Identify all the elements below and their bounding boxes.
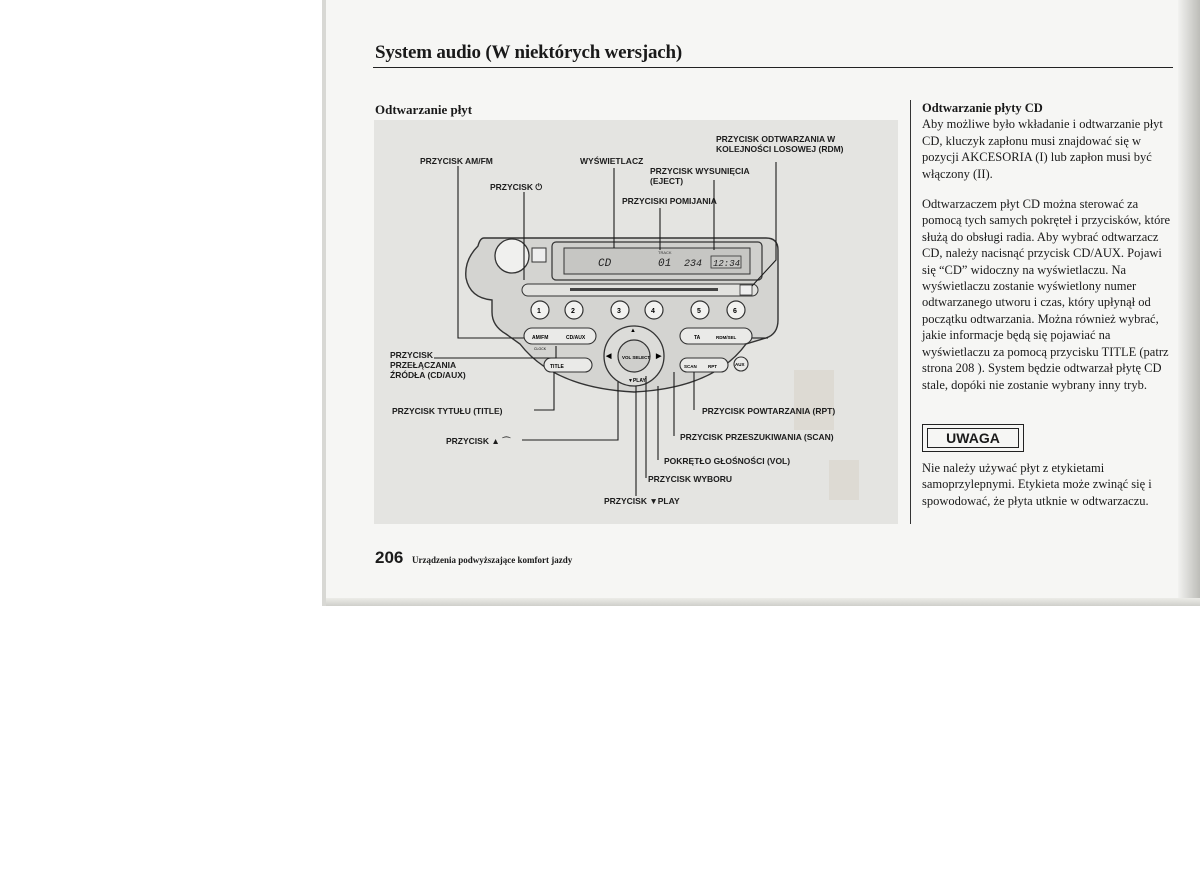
radio-illustration	[374, 120, 898, 524]
page-binding-shadow	[1178, 0, 1200, 606]
subsection-title: Odtwarzanie płyty CD	[922, 101, 1043, 115]
callout-power: PRZYCISK ⏻	[490, 182, 543, 192]
svg-text:TA: TA	[694, 335, 701, 341]
callout-title: PRZYCISK TYTUŁU (TITLE)	[392, 406, 503, 416]
svg-text:RDM/SEL: RDM/SEL	[716, 335, 737, 340]
cd-slot	[570, 288, 718, 291]
display-disc: 01	[658, 258, 672, 270]
radio-diagram	[374, 120, 898, 524]
header-divider	[373, 67, 1173, 68]
page-edge	[322, 0, 326, 606]
callout-play: PRZYCISK ▼PLAY	[604, 496, 680, 506]
svg-text:4: 4	[651, 308, 655, 315]
svg-text:CD/AUX: CD/AUX	[566, 335, 586, 341]
eject-key	[740, 285, 752, 295]
callout-rdm: PRZYCISK ODTWARZANIA W KOLEJNOŚCI LOSOWEJ (RDM)	[716, 134, 844, 154]
callout-scan: PRZYCISK PRZESZUKIWANIA (SCAN)	[680, 432, 834, 442]
callout-display: WYŚWIETLACZ	[580, 156, 644, 166]
svg-text:AUX: AUX	[735, 362, 745, 367]
svg-text:▲: ▲	[630, 328, 636, 334]
svg-text:◀: ◀	[606, 353, 612, 360]
right-column	[922, 100, 1174, 407]
page-title: System audio (W niektórych wersjach)	[375, 42, 682, 63]
callout-load: PRZYCISK ▲ ⌒	[446, 436, 511, 446]
svg-text:AM/FM: AM/FM	[532, 335, 549, 341]
paragraph-1: Aby możliwe było wkładanie i odtwarzanie płyt CD, kluczyk zapłonu musi znajdować się w pozycji AKCESORIA (I) lub zapłon musi być włączony (II).	[922, 117, 1163, 181]
warning-label: UWAGA	[927, 428, 1019, 448]
display-track-label: TRACK	[658, 250, 672, 255]
callout-eject: PRZYCISK WYSUNIĘCIA (EJECT)	[650, 166, 750, 186]
section-title: Odtwarzanie płyt	[375, 102, 473, 117]
svg-text:6: 6	[733, 308, 737, 315]
svg-text:▼PLAY: ▼PLAY	[628, 378, 646, 384]
column-divider	[910, 100, 911, 524]
svg-text:3: 3	[617, 308, 621, 315]
warning-label-box	[922, 424, 1024, 452]
warning-text: Nie należy używać płyt z etykietami samoprzylepnymi. Etykieta może zwinąć się i spowodować, że płyta utknie w odtwarzaczu.	[922, 461, 1152, 508]
callout-amfm: PRZYCISK AM/FM	[420, 156, 493, 166]
paragraph-intro	[922, 100, 1174, 182]
svg-text:5: 5	[697, 308, 701, 315]
svg-text:1: 1	[537, 308, 541, 315]
svg-text:RPT: RPT	[708, 364, 717, 369]
display-track: 234	[684, 259, 703, 270]
display-time: 12:34	[713, 259, 741, 269]
svg-text:SCAN: SCAN	[684, 364, 697, 369]
svg-text:TITLE: TITLE	[550, 364, 564, 370]
paragraph-2: Odtwarzaczem płyt CD można sterować za pomocą tych samych pokręteł i przycisków, które służą do obsługi radia. Aby wybrać odtwarzacz CD, należy nacisnąć przycisk CD/AUX. Pojawi się “CD” widoczny na wyświetlaczu. Na wyświetlaczu zostanie wyświetlony numer odtwarzanego utworu i czas, który upłynął od początku odtwarzania. Można również wybrać, jakie informacje będą się pojawiać na wyświetlaczu za pomocą przycisku TITLE (patrz strona 208 ). System będzie odtwarzał płytę CD stale, dopóki nie zostanie wybrany inny tryb.	[922, 197, 1171, 392]
svg-text:VOL SELECT: VOL SELECT	[622, 355, 651, 360]
page-bottom-edge	[326, 598, 1200, 606]
chapter-footer: Urządzenia podwyższające komfort jazdy	[412, 555, 573, 565]
svg-text:▶: ▶	[656, 353, 662, 360]
display-mode: CD	[598, 258, 612, 270]
svg-text:2: 2	[571, 308, 575, 315]
svg-text:CLOCK: CLOCK	[534, 347, 547, 351]
callout-select: PRZYCISK WYBORU	[648, 474, 733, 484]
power-icon-box	[532, 248, 546, 262]
callout-rpt: PRZYCISK POWTARZANIA (RPT)	[702, 406, 836, 416]
callout-source: PRZYCISK PRZEŁĄCZANIA ŹRÓDŁA (CD/AUX)	[390, 350, 466, 380]
page-number: 206	[375, 548, 404, 567]
callout-skip: PRZYCISKI POMIJANIA	[622, 196, 717, 206]
callout-vol: POKRĘTŁO GŁOŚNOŚCI (VOL)	[664, 456, 791, 466]
